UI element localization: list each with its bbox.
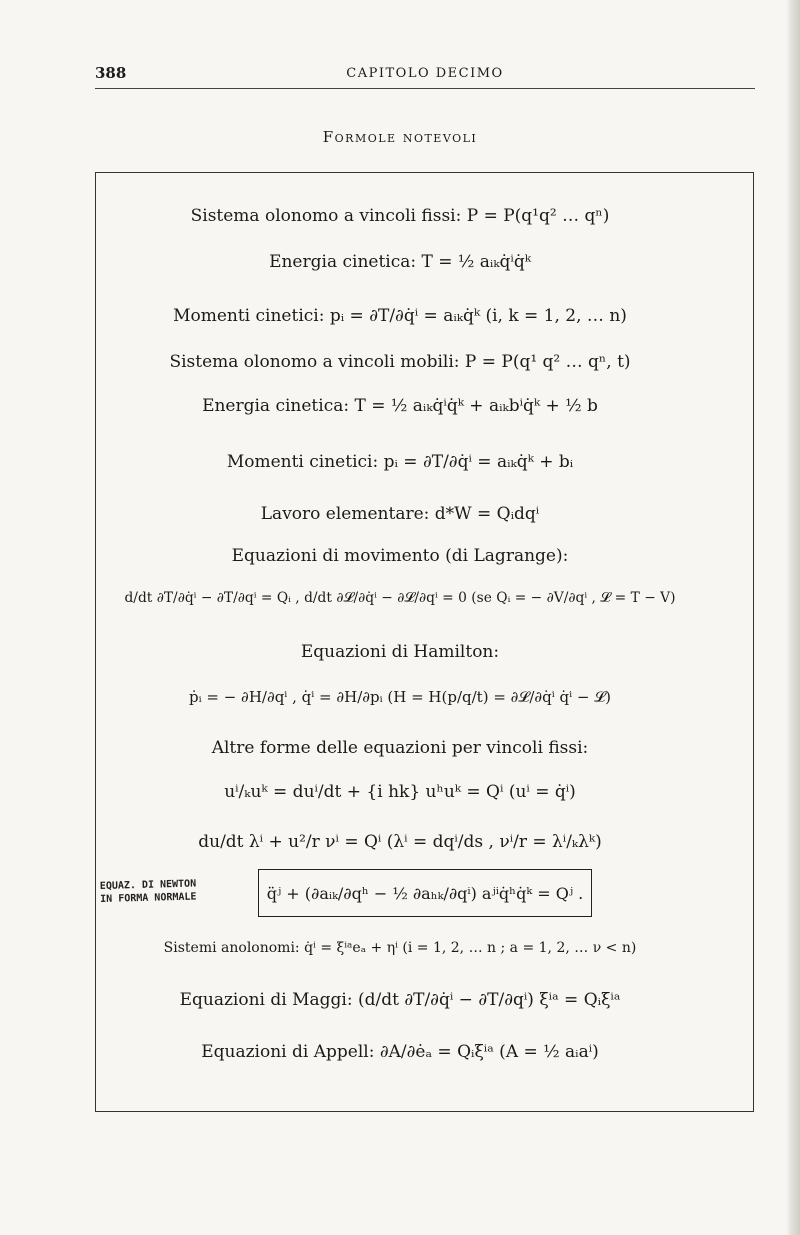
boxed-newton-formula: q̈ʲ + (∂aᵢₖ/∂qʰ − ½ ∂aₕₖ/∂qⁱ) aʲⁱq̇ʰq̇ᵏ = Qʲ . xyxy=(258,869,592,917)
section-title: Formole notevoli xyxy=(322,128,478,146)
formula-line: Energia cinetica: T = ½ aᵢₖq̇ⁱq̇ᵏ xyxy=(269,252,531,272)
formula-line: ṗᵢ = − ∂H/∂qⁱ , q̇ⁱ = ∂H/∂pᵢ (H = H(p/q/t) = ∂𝓛/∂q̇ⁱ q̇ⁱ − 𝓛) xyxy=(189,688,611,706)
formula-line: Momenti cinetici: pᵢ = ∂T/∂q̇ⁱ = aᵢₖq̇ᵏ (i, k = 1, 2, … n) xyxy=(173,306,627,326)
chapter-title: CAPITOLO DECIMO xyxy=(346,66,504,81)
formula-line: Equazioni di movimento (di Lagrange): xyxy=(231,546,569,566)
formula-line: Energia cinetica: T = ½ aᵢₖq̇ⁱq̇ᵏ + aᵢₖbⁱq̇ᵏ + ½ b xyxy=(202,396,598,416)
formula-line: du/dt λⁱ + u²/r νⁱ = Qⁱ (λⁱ = dqⁱ/ds , νⁱ/r = λⁱ/ₖλᵏ) xyxy=(198,832,602,852)
formula-line: Equazioni di Maggi: (d/dt ∂T/∂q̇ⁱ − ∂T/∂qⁱ) ξⁱᵃ = Qᵢξⁱᵃ xyxy=(179,990,621,1010)
formula-line: Equazioni di Appell: ∂A/∂ėₐ = Qᵢξⁱᵃ (A = ½ aᵢaⁱ) xyxy=(201,1042,599,1062)
formula-line: uⁱ/ₖuᵏ = duⁱ/dt + {i hk} uʰuᵏ = Qⁱ (uⁱ = q̇ⁱ) xyxy=(224,782,576,802)
formula-line: Equazioni di Hamilton: xyxy=(300,642,500,662)
formula-line: Altre forme delle equazioni per vincoli fissi: xyxy=(211,738,589,758)
formula-line: Sistema olonomo a vincoli mobili: P = P(q¹ q² … qⁿ, t) xyxy=(169,352,631,372)
formula-line: Lavoro elementare: d*W = Qᵢdqⁱ xyxy=(260,504,540,524)
page-number: 388 xyxy=(95,64,127,82)
handwritten-note-text: EQUAZ. DI NEWTON IN FORMA NORMALE xyxy=(99,878,197,906)
formula-line: Sistema olonomo a vincoli fissi: P = P(q¹q² … qⁿ) xyxy=(190,206,610,226)
formula-line: d/dt ∂T/∂q̇ⁱ − ∂T/∂qⁱ = Qᵢ , d/dt ∂𝓛/∂q̇ⁱ − ∂𝓛/∂qⁱ = 0 (se Qᵢ = − ∂V/∂qⁱ , 𝓛 = T − V) xyxy=(124,590,676,606)
handwritten-note xyxy=(100,876,256,906)
formula-line: Momenti cinetici: pᵢ = ∂T/∂q̇ⁱ = aᵢₖq̇ᵏ + bᵢ xyxy=(226,452,574,472)
formula-line: Sistemi anolonomi: q̇ⁱ = ξⁱᵃeₐ + ηⁱ (i = 1, 2, … n ; a = 1, 2, … ν < n) xyxy=(163,940,637,956)
running-head xyxy=(95,62,755,89)
